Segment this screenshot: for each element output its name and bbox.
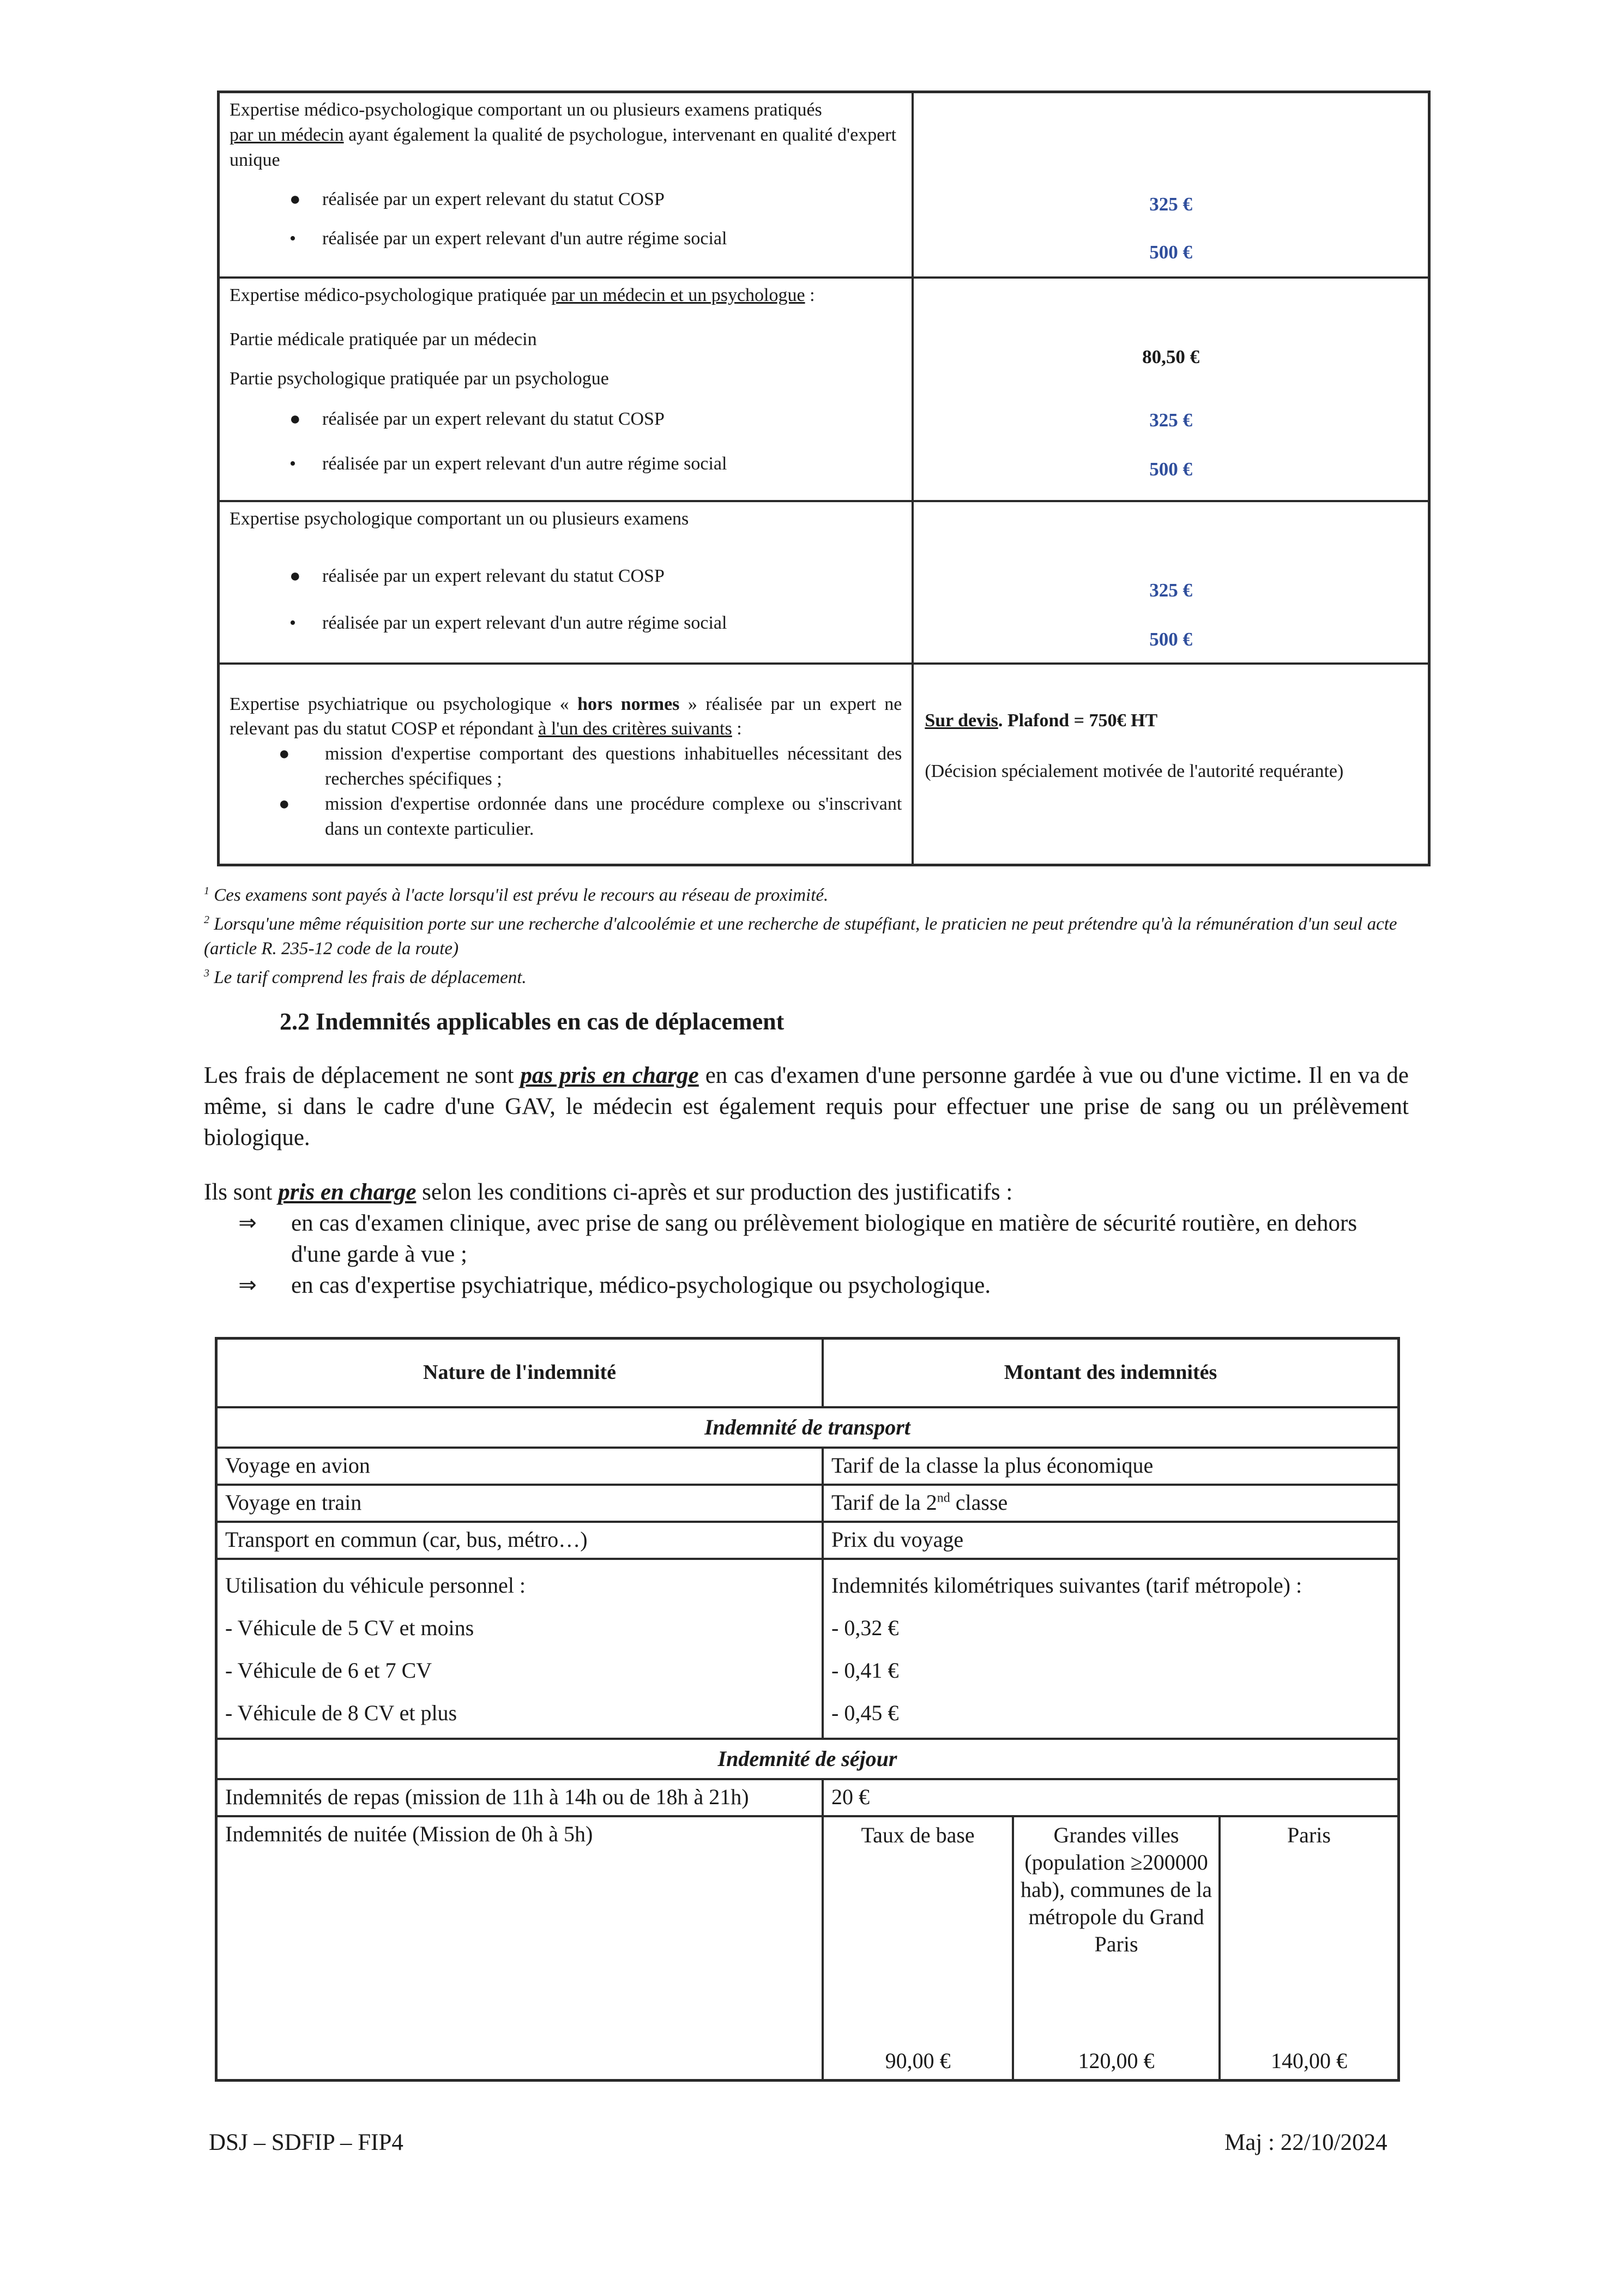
nuitee-rate-col: Grandes villes (population ≥200000 hab), communes de la métropole du Grand Paris 120,00 € <box>1013 1817 1220 2079</box>
section-row <box>216 1739 1399 1779</box>
table-row: Transport en commun (car, bus, métro…) Prix du voyage <box>216 1522 1399 1559</box>
bullet-icon: ● <box>279 744 290 764</box>
amount-value: 325 € <box>1149 194 1193 215</box>
list-item: • réalisée par un expert relevant d'un autre régime social <box>230 226 902 251</box>
row-intro: Expertise médico-psychologique pratiquée par un médecin et un psychologue : <box>230 285 815 305</box>
row-intro: Expertise médico-psychologique comportant un ou plusieurs examens pratiqués par un médecin ayant également la qualité de psychologue, intervenant en qualité d'expert unique <box>230 100 897 170</box>
amount-cell <box>913 92 1429 278</box>
section-heading: Indemnité de transport <box>216 1407 1399 1448</box>
nuitee-rate-col: Paris 140,00 € <box>1220 1817 1397 2079</box>
list-item: • réalisée par un expert relevant d'un autre régime social <box>230 451 902 477</box>
bullet-icon: ● <box>289 566 301 587</box>
amount-cell <box>913 664 1429 865</box>
table-row <box>216 1559 1399 1739</box>
table-row <box>219 278 1429 501</box>
nuitee-rate-value: 140,00 € <box>1270 2048 1347 2073</box>
column-header: Montant des indemnités <box>823 1339 1399 1408</box>
row-intro: Expertise psychiatrique ou psychologique « hors normes » réalisée par un expert ne relevant pas du statut COSP et répondant à l'un des critères suivants : <box>230 694 902 739</box>
table-row: Voyage en avion Tarif de la classe la plus économique <box>216 1448 1399 1485</box>
nuitee-rates-table <box>824 1817 1397 2079</box>
footnote: $^1$ Ces examens sont payés à l'acte lorsqu'il est prévu le recours au réseau de proximité. <box>204 885 829 905</box>
amount-value: 500 € <box>1149 628 1193 650</box>
section-heading: Indemnité de séjour <box>216 1739 1399 1779</box>
list-item: ⇒ en cas d'expertise psychiatrique, médico-psychologique ou psychologique. <box>204 1270 1409 1301</box>
expertise-description-cell: Expertise psychologique comportant un ou plusieurs examens ● réalisée par un expert relevant du statut COSP • réalisée par un expert relevant d'un autre régime social <box>219 501 913 664</box>
list-item: ● réalisée par un expert relevant du statut COSP <box>230 564 902 589</box>
travel-allowances-table <box>215 1337 1400 2082</box>
column-header: Nature de l'indemnité <box>216 1339 823 1408</box>
bullet-icon: ● <box>279 794 290 815</box>
table-row <box>219 501 1429 664</box>
list-item: ● réalisée par un expert relevant du statut COSP <box>230 187 902 212</box>
expertise-fees-table <box>217 91 1431 866</box>
amount-value: 80,50 € <box>1142 346 1200 367</box>
list-item: ● mission d'expertise comportant des questions inhabituelles nécessitant des recherches spécifiques ; <box>230 742 902 792</box>
amount-cell <box>913 278 1429 501</box>
arrow-right-icon: ⇒ <box>238 1273 257 1298</box>
expertise-description-cell: Expertise médico-psychologique pratiquée par un médecin et un psychologue : Partie médicale pratiquée par un médecin Partie psychologique pratiquée par un psychologue ● réalisée par un expert relevant du statut COSP • réalisée par un expert relevant d'un autre régime social <box>219 278 913 501</box>
nuitee-rate-value: 120,00 € <box>1078 2048 1155 2073</box>
paragraph-not-covered: Les frais de déplacement ne sont pas pris en charge en cas d'examen d'une personne gardée à vue ou d'une victime. Il en va de même, si dans le cadre d'une GAV, le médecin est également requis pour effectuer une prise de sang ou un prélèvement biologique. <box>204 1063 1409 1150</box>
footer-left: DSJ – SDFIP – FIP4 <box>209 2130 403 2155</box>
expertise-description-cell <box>219 92 913 278</box>
devis-text: Sur devis. Plafond = 750€ HT <box>925 710 1158 731</box>
nuitee-rate-value: 90,00 € <box>885 2048 951 2073</box>
list-item: • réalisée par un expert relevant d'un autre régime social <box>230 611 902 636</box>
arrow-right-icon: ⇒ <box>238 1210 257 1236</box>
table-row: Indemnités de nuitée (Mission de 0h à 5h) Taux de base 90,00 € Grandes villes (population ≥200000 hab), communes de la métropole du Grand Paris 120,00 € Paris 140,00 € <box>216 1816 1399 2081</box>
vehicle-values: Indemnités kilométriques suivantes (tarif métropole) : - 0,32 € - 0,41 € - 0,45 € <box>823 1559 1399 1739</box>
table-row <box>219 664 1429 865</box>
table-header-row <box>216 1339 1399 1408</box>
amount-cell <box>913 501 1429 664</box>
footnote: $^3$ Le tarif comprend les frais de déplacement. <box>204 967 527 987</box>
vehicle-labels: Utilisation du véhicule personnel : - Véhicule de 5 CV et moins - Véhicule de 6 et 7 CV - Véhicule de 8 CV et plus <box>216 1559 823 1739</box>
section-title: 2.2 Indemnités applicables en cas de déplacement <box>280 1008 785 1035</box>
amount-value: 325 € <box>1149 579 1193 601</box>
bullet-icon: ● <box>289 189 301 209</box>
bullet-icon: • <box>289 228 296 249</box>
expertise-description-cell <box>219 664 913 865</box>
nuitee-rate-col: Taux de base 90,00 € <box>824 1817 1013 2079</box>
list-item: ● mission d'expertise ordonnée dans une procédure complexe ou s'inscrivant dans un contexte particulier. <box>230 792 902 842</box>
amount-value: 325 € <box>1149 409 1193 431</box>
amount-value: 500 € <box>1149 242 1193 263</box>
footnote: $^2$ Lorsqu'une même réquisition porte sur une recherche d'alcoolémie et une recherche de stupéfiant, le praticien ne peut prétendre qu'à la rémunération d'un seul acte (article R. 235-12 code de la route) <box>204 914 1397 959</box>
nuitee-values-cell <box>823 1816 1399 2081</box>
list-item: ⇒ en cas d'examen clinique, avec prise de sang ou prélèvement biologique en matière de sécurité routière, en dehors d'une garde à vue ; <box>204 1208 1409 1270</box>
footnotes <box>204 879 1414 990</box>
section-row <box>216 1407 1399 1448</box>
table-row: Indemnités de repas (mission de 11h à 14h ou de 18h à 21h) 20 € <box>216 1779 1399 1816</box>
bullet-icon: • <box>289 454 296 474</box>
bullet-icon: • <box>289 613 296 634</box>
amount-value: 500 € <box>1149 458 1193 480</box>
paragraph-covered: Ils sont pris en charge selon les conditions ci-après et sur production des justificatifs : ⇒ en cas d'examen clinique, avec prise de sang ou prélèvement biologique en matière de sécurité routière, en dehors d'une garde à vue ; ⇒ en cas d'expertise psychiatrique, médico-psychologique ou psychologique. <box>204 1177 1409 1301</box>
footer-right: Maj : 22/10/2024 <box>1224 2130 1387 2155</box>
table-row <box>219 92 1429 278</box>
bullet-icon: ● <box>289 409 301 430</box>
devis-note: (Décision spécialement motivée de l'autorité requérante) <box>925 761 1344 782</box>
table-row: Voyage en train Tarif de la 2nd classe <box>216 1485 1399 1522</box>
list-item: ● réalisée par un expert relevant du statut COSP <box>230 407 902 432</box>
